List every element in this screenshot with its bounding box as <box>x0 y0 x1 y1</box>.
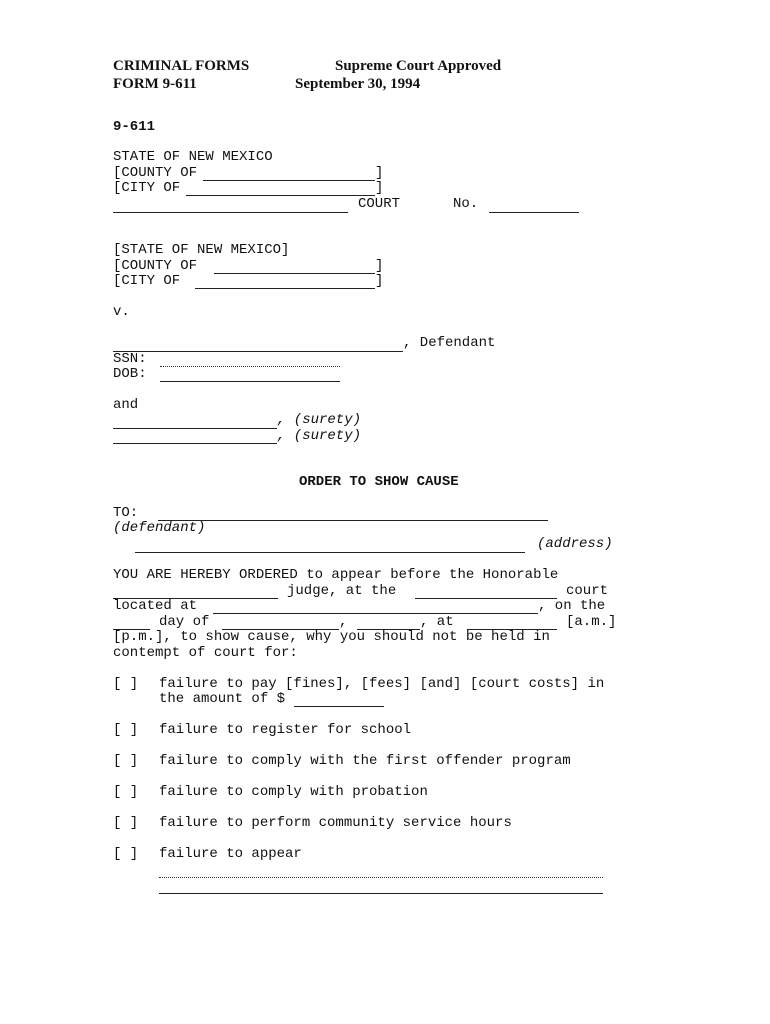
defendant-paren-label: (defendant) <box>113 520 206 536</box>
ssn-label: SSN: <box>113 351 147 367</box>
court-type-blank[interactable] <box>415 598 557 599</box>
court-word-label: court <box>566 583 609 599</box>
item-appear: failure to appear <box>159 846 302 862</box>
county2-blank[interactable] <box>214 273 375 274</box>
header-form-number: FORM 9-611 <box>113 76 197 92</box>
defendant-name-blank[interactable] <box>113 351 403 352</box>
dob-blank[interactable] <box>160 381 340 382</box>
to-defendant-blank[interactable] <box>158 520 548 521</box>
form-number-heading: 9-611 <box>113 119 156 135</box>
city2-blank[interactable] <box>195 288 375 289</box>
extra-line-2[interactable] <box>159 893 603 894</box>
ssn-blank[interactable] <box>160 366 340 367</box>
item-school: failure to register for school <box>159 722 412 738</box>
caption-city-close: ] <box>375 180 384 196</box>
surety-2-blank[interactable] <box>113 443 277 444</box>
county-blank[interactable] <box>203 180 375 181</box>
checkbox-fines[interactable]: [ ] <box>113 676 139 692</box>
item-fines-line1: failure to pay [fines], [fees] [and] [court costs] in <box>159 676 605 692</box>
city-blank[interactable] <box>186 195 375 196</box>
checkbox-community-service[interactable]: [ ] <box>113 815 139 831</box>
to-label: TO: <box>113 505 139 521</box>
header-approval: Supreme Court Approved <box>335 58 502 74</box>
on-the-label: , on the <box>538 598 606 614</box>
case-number-label: No. <box>453 196 479 212</box>
surety-2-label: , (surety) <box>277 428 362 444</box>
amount-blank[interactable] <box>294 706 384 707</box>
day-of-label: day of <box>159 614 210 630</box>
judge-at-label: judge, at the <box>287 583 397 599</box>
extra-line-1[interactable] <box>159 877 603 878</box>
checkbox-probation[interactable]: [ ] <box>113 784 139 800</box>
am-label: [a.m.] <box>566 614 617 630</box>
header-approval-date: September 30, 1994 <box>295 76 421 92</box>
defendant-label: , Defendant <box>403 335 496 351</box>
versus-label: v. <box>113 304 130 320</box>
checkbox-school[interactable]: [ ] <box>113 722 139 738</box>
caption-court-label: COURT <box>358 196 401 212</box>
address-blank[interactable] <box>135 552 525 553</box>
item-fines-line2: the amount of $ <box>159 691 286 707</box>
case-number-blank[interactable] <box>489 212 579 213</box>
location-blank[interactable] <box>213 613 538 614</box>
header-form-category: CRIMINAL FORMS <box>113 58 250 74</box>
address-paren-label: (address) <box>537 536 613 552</box>
court-name-blank[interactable] <box>113 212 348 213</box>
caption2-county-close: ] <box>375 258 384 274</box>
caption-county-label: [COUNTY OF <box>113 165 198 181</box>
caption2-city-label: [CITY OF <box>113 273 181 289</box>
surety-1-blank[interactable] <box>113 428 277 429</box>
caption-city-label: [CITY OF <box>113 180 181 196</box>
comma-label: , <box>339 614 348 630</box>
caption2-county-label: [COUNTY OF <box>113 258 198 274</box>
item-first-offender: failure to comply with the first offender program <box>159 753 571 769</box>
caption2-city-close: ] <box>375 273 384 289</box>
and-label: and <box>113 397 139 413</box>
located-at-label: located at <box>113 598 198 614</box>
order-line-4: [p.m.], to show cause, why you should not be held in <box>113 629 550 645</box>
item-community-service: failure to perform community service hours <box>159 815 512 831</box>
comma-at-label: , at <box>420 614 454 630</box>
checkbox-appear[interactable]: [ ] <box>113 846 139 862</box>
item-probation: failure to comply with probation <box>159 784 428 800</box>
order-line-5: contempt of court for: <box>113 645 298 661</box>
dob-label: DOB: <box>113 366 147 382</box>
surety-1-label: , (surety) <box>277 412 362 428</box>
checkbox-first-offender[interactable]: [ ] <box>113 753 139 769</box>
caption-state: STATE OF NEW MEXICO <box>113 149 273 165</box>
caption2-state: [STATE OF NEW MEXICO] <box>113 242 290 258</box>
order-line-1: YOU ARE HEREBY ORDERED to appear before the Honorable <box>113 567 559 583</box>
document-title: ORDER TO SHOW CAUSE <box>299 474 459 490</box>
caption-county-close: ] <box>375 165 384 181</box>
